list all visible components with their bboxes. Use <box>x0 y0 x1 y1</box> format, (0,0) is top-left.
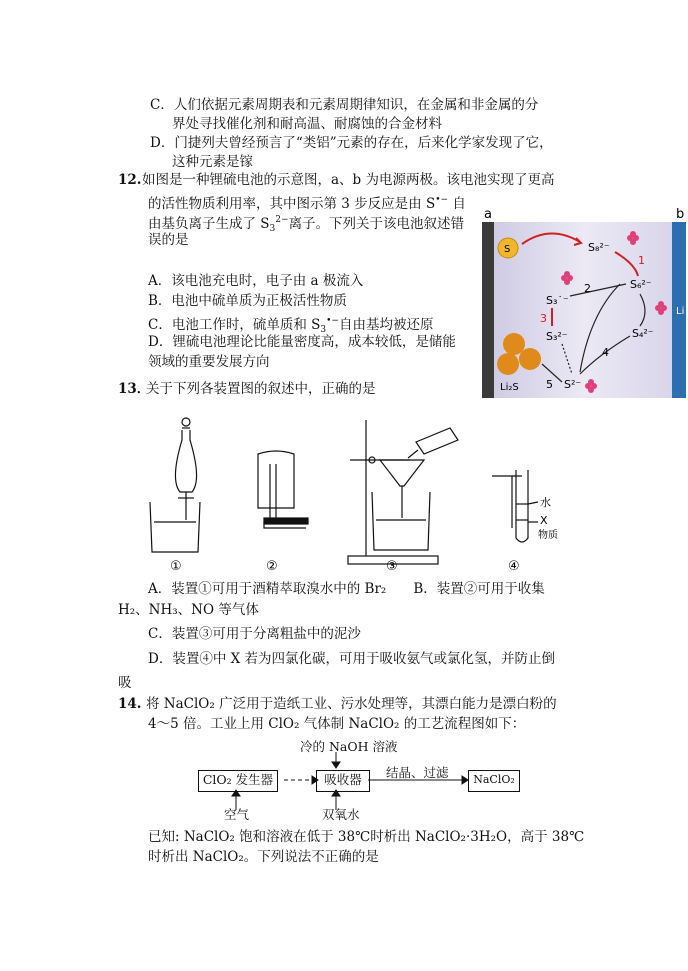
li2s-sphere-2 <box>519 348 541 370</box>
flow-air-label: 空气 <box>224 807 250 822</box>
q12-s3-charge: 2− <box>275 215 289 225</box>
q14-number: 14. <box>118 696 142 712</box>
s4-label: S₄²⁻ <box>632 327 654 340</box>
step-5-label: 5 <box>546 378 553 391</box>
step-1-label: 1 <box>638 254 645 267</box>
step-2-label: 2 <box>584 282 591 295</box>
q11-option-c-line1: C．人们依据元素周期表和元素周期律知识，在金属和非金属的分 <box>150 97 539 113</box>
lithium-sulfur-battery-figure <box>480 204 688 398</box>
apparatus-1-label: ① <box>170 559 182 574</box>
apparatus-4-label: ④ <box>508 559 520 574</box>
q12-stem-line3 <box>148 211 464 238</box>
q12-option-c-text: C．电池工作时，硫单质和 S <box>148 317 321 333</box>
q12-radical-superscript: •− <box>435 195 449 205</box>
filtration-apparatus <box>348 420 458 564</box>
q12-s3-subscript: 3 <box>269 224 276 234</box>
q12-option-b: B．电池中硫单质为正极活性物质 <box>148 293 347 309</box>
flow-peroxide-label: 双氧水 <box>322 807 360 822</box>
absorption-tube-apparatus <box>492 470 538 542</box>
flow-process-label: 结晶、过滤 <box>386 765 449 780</box>
flow-generator-box: ClO₂ 发生器 <box>198 770 278 792</box>
q11-option-d-line2: 这种元素是镓 <box>172 154 253 170</box>
q12-stem-line3-tail: 离子。下列关于该电池叙述错 <box>288 216 465 232</box>
q12-option-d-line2: 领域的重要发展方向 <box>148 354 270 370</box>
sulfur-label: S <box>504 244 511 255</box>
q12-option-d-line1: D．锂硫电池理论比能量密度高，成本较低，是储能 <box>148 334 456 350</box>
electrolyte-region <box>494 222 674 398</box>
q13-apparatus-figure <box>140 410 580 575</box>
q13-number: 13． <box>118 381 151 397</box>
step-3-label: 3 <box>540 312 547 325</box>
q13-option-c: C．装置③可用于分离粗盐中的泥沙 <box>148 626 361 642</box>
q12-stem-line1: 如图是一种锂硫电池的示意图，a、b 为电源两极。该电池实现了更高 <box>142 172 555 188</box>
step-4-label: 4 <box>602 346 609 359</box>
q12-stem-line2 <box>148 191 466 213</box>
q13-option-d-line2: 吸 <box>118 675 132 691</box>
flow-absorber-box: 吸收器 <box>316 770 370 792</box>
li2s-label: Li₂S <box>500 382 519 393</box>
pole-a-label: a <box>484 207 492 222</box>
li-label: Li <box>676 306 685 317</box>
water-label: 水 <box>540 496 551 509</box>
q12-stem-line4: 误的是 <box>148 232 189 248</box>
q11-option-d-line1: D．门捷列夫曾经预言了“类铝”元素的存在，后来化学家发现了它， <box>150 135 553 151</box>
q12-stem-line3-text: 由基负离子生成了 S <box>148 216 270 232</box>
q14-known-line1: 已知: NaClO₂ 饱和溶液在低于 38℃时析出 NaClO₂·3H₂O，高于 38℃ <box>148 829 585 845</box>
apparatus-3-label: ③ <box>386 559 398 574</box>
q12-stem-line2-text: 的活性物质利用率，其中图示第 3 步反应是由 S <box>148 196 436 212</box>
gas-collection-bottle-apparatus <box>258 451 308 528</box>
q13-option-ab: A．装置①可用于酒精萃取溴水中的 Br₂ B．装置②可用于收集 <box>148 581 545 597</box>
q12-option-c-charge: •− <box>326 316 339 326</box>
q12-number: 12. <box>118 172 142 188</box>
q14-stem-line2: 4～5 倍。工业上用 ClO₂ 气体制 NaClO₂ 的工艺流程图如下： <box>148 716 526 732</box>
apparatus-2-label: ② <box>266 559 278 574</box>
q13-option-b-line2: H₂、NH₃、NO 等气体 <box>118 602 259 618</box>
separatory-funnel-apparatus <box>150 418 200 552</box>
flow-product-box: NaClO₂ <box>468 770 520 792</box>
s2-label: S²⁻ <box>564 378 582 391</box>
li2s-sphere-1 <box>503 333 525 355</box>
x-label: X <box>540 514 548 527</box>
s8-label: S₈²⁻ <box>588 241 610 254</box>
pole-b-label: b <box>676 207 685 222</box>
electrode-a <box>482 222 494 398</box>
li2s-sphere-3 <box>497 353 519 375</box>
q11-option-c-line2: 界处寻找催化剂和耐高温、耐腐蚀的合金材料 <box>172 116 442 132</box>
q14-known-line2: 时析出 NaClO₂。下列说法不正确的是 <box>148 849 379 865</box>
flow-top-input: 冷的 NaOH 溶液 <box>300 739 398 754</box>
q12-stem-line2-tail: 自 <box>452 196 466 212</box>
s3-label: S₃²⁻ <box>546 330 568 343</box>
q12-option-a: A．该电池充电时，电子由 a 极流入 <box>148 273 364 289</box>
s3-radical-label: S₃˙⁻ <box>546 294 569 307</box>
substance-label: 物质 <box>538 530 558 541</box>
q13-option-d-line1: D．装置④中 X 若为四氯化碳，可用于吸收氨气或氯化氢，并防止倒 <box>148 651 556 667</box>
s6-label: S₆²⁻ <box>630 278 652 291</box>
q14-stem-line1: 将 NaClO₂ 广泛用于造纸工业、污水处理等，其漂白能力是漂白粉的 <box>146 696 557 712</box>
q12-option-c-subscript: 3 <box>320 325 327 335</box>
q12-option-c-tail: 自由基均被还原 <box>338 317 434 333</box>
q13-stem: 关于下列各装置图的叙述中，正确的是 <box>146 381 376 397</box>
